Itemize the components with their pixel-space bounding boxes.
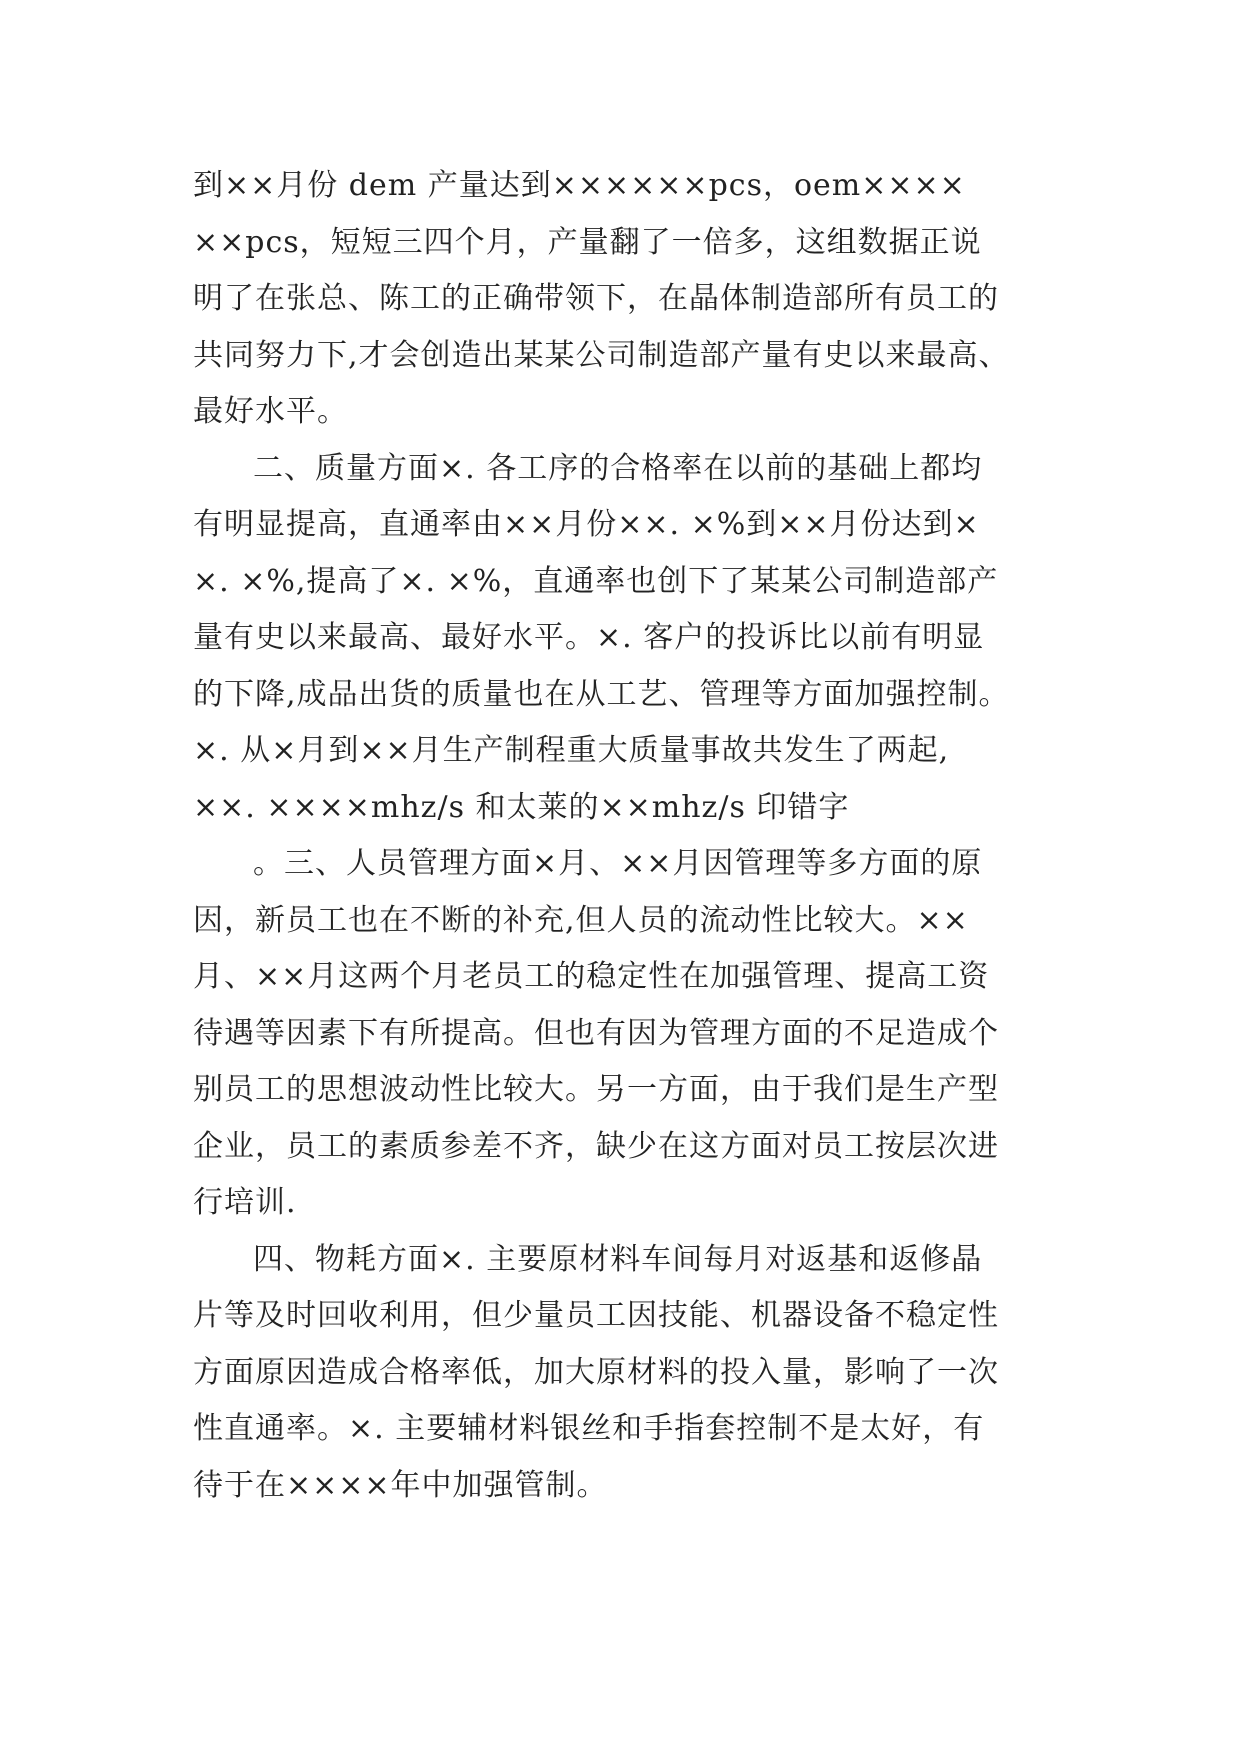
text-line-3: 明了在张总、陈工的正确带领下，在晶体制造部所有员工的 xyxy=(193,281,999,316)
text-line-14: 因，新员工也在不断的补充,但人员的流动性比较大。×× xyxy=(193,902,969,938)
text-line-15: 月、××月这两个月老员工的稳定性在加强管理、提高工资 xyxy=(193,959,990,994)
text-line-4: 共同努力下,才会创造出某某公司制造部产量有史以来最高、 xyxy=(193,337,1010,373)
text-line-10: 的下降,成品出货的质量也在从工艺、管理等方面加强控制。 xyxy=(193,676,1010,712)
text-line-8: ×. ×%,提高了×. ×%，直通率也创下了某某公司制造部产 xyxy=(193,563,999,599)
text-line-24: 待于在××××年中加强管制。 xyxy=(193,1467,608,1503)
text-line-5: 最好水平。 xyxy=(193,394,348,429)
section-personnel-start: 。三、人员管理方面×月、××月因管理等多方面的原 xyxy=(253,846,983,881)
section-materials-start: 四、物耗方面×. 主要原材料车间每月对返基和返修晶 xyxy=(253,1241,983,1277)
document-body xyxy=(193,158,1073,1514)
text-line-21: 片等及时回收利用，但少量员工因技能、机器设备不稳定性 xyxy=(193,1298,999,1333)
text-line-9: 量有史以来最高、最好水平。×. 客户的投诉比以前有明显 xyxy=(193,620,985,655)
text-line-16: 待遇等因素下有所提高。但也有因为管理方面的不足造成个 xyxy=(193,1015,999,1051)
text-line-18: 企业，员工的素质参差不齐，缺少在这方面对员工按层次进 xyxy=(193,1128,999,1164)
section-quality-start: 二、质量方面×. 各工序的合格率在以前的基础上都均 xyxy=(253,450,983,486)
text-line-19: 行培训. xyxy=(193,1185,297,1220)
text-line-22: 方面原因造成合格率低，加大原材料的投入量，影响了一次 xyxy=(193,1354,999,1390)
text-line-12: ××. ××××mhz/s 和太莱的××mhz/s 印错字 xyxy=(193,789,850,825)
text-line-7: 有明显提高，直通率由××月份××. ×%到××月份达到× xyxy=(193,507,980,542)
text-line-1: 到××月份 dem 产量达到××××××pcs，oem×××× xyxy=(193,168,966,203)
text-line-17: 别员工的思想波动性比较大。另一方面，由于我们是生产型 xyxy=(193,1072,999,1107)
text-line-2: ××pcs，短短三四个月，产量翻了一倍多，这组数据正说 xyxy=(193,224,982,260)
text-line-23: 性直通率。×. 主要辅材料银丝和手指套控制不是太好，有 xyxy=(193,1411,985,1446)
text-line-11: ×. 从×月到××月生产制程重大质量事故共发生了两起, xyxy=(193,733,950,768)
